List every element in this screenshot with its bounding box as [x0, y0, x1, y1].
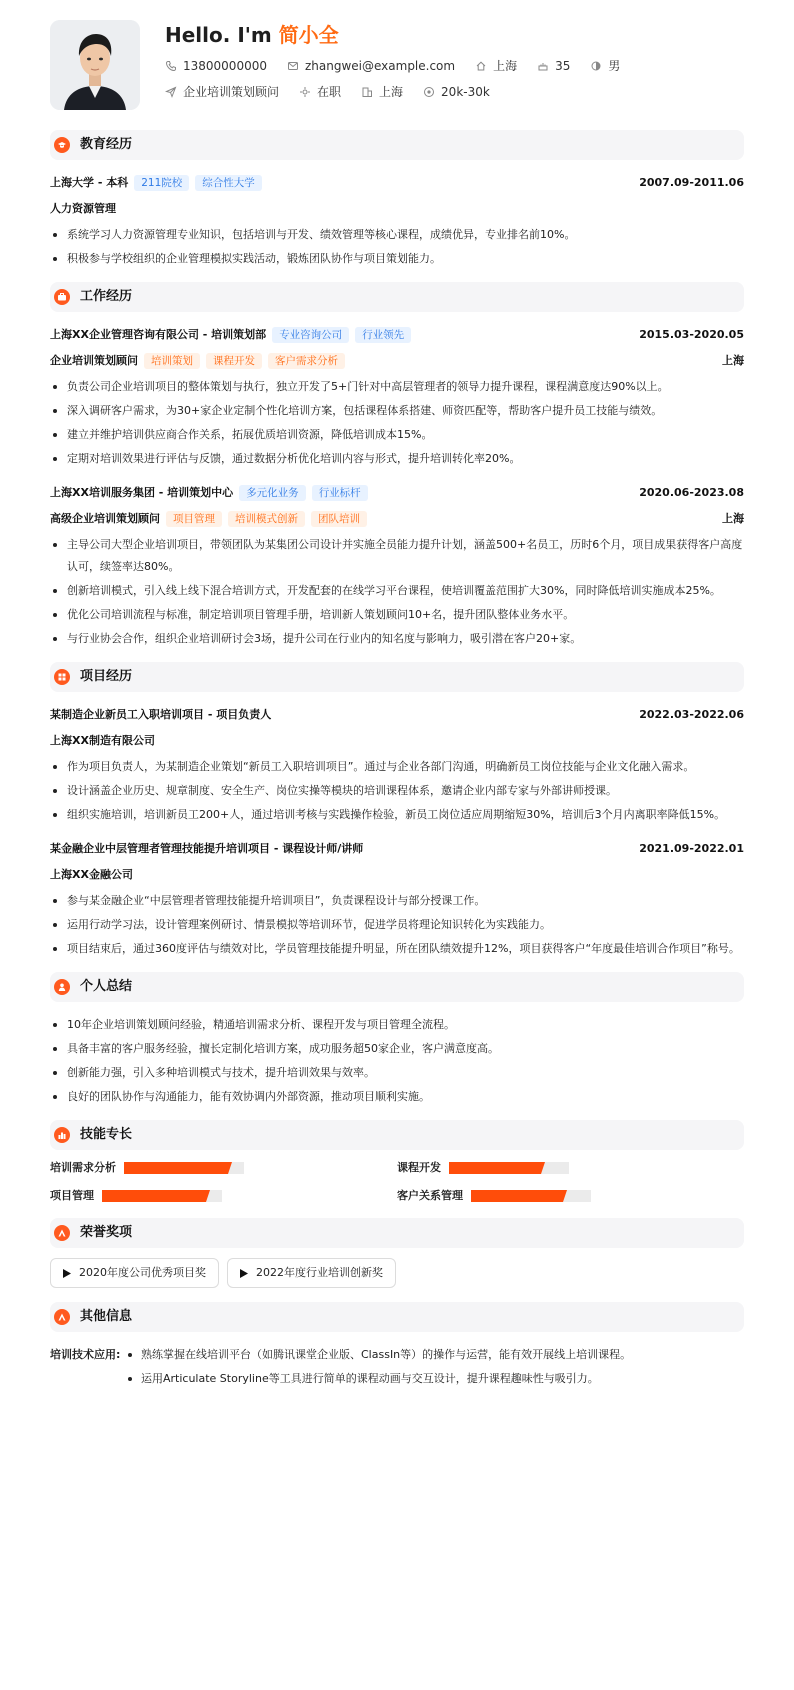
list-item: 负责公司企业培训项目的整体策划与执行，独立开发了5+门针对中高层管理者的领导力提升课程，课程满意度达90%以上。 [50, 376, 744, 398]
skill-item [397, 1186, 744, 1206]
role-title: 高级企业培训策划顾问 [50, 512, 160, 526]
award-chip [227, 1258, 396, 1288]
avatar-photo-icon [50, 20, 140, 110]
skills-section [50, 1120, 744, 1206]
tag: 综合性大学 [195, 175, 262, 191]
list-item: 主导公司大型企业培训项目，带领团队为某集团公司设计并实施全员能力提升计划，涵盖500+名员工，历时6个月，项目成果获得客户高度认可，续签率达80%。 [50, 534, 744, 578]
skill-tag: 项目管理 [166, 511, 222, 527]
briefcase-icon [54, 289, 70, 305]
skill-bar [471, 1190, 591, 1202]
section-header [50, 972, 744, 1002]
section-title: 荣誉奖项 [80, 1224, 133, 1240]
award-chip [50, 1258, 219, 1288]
phone-icon [165, 60, 177, 72]
tag: 行业标杆 [312, 485, 368, 501]
major: 人力资源管理 [50, 202, 116, 216]
summary-section [50, 972, 744, 1108]
email-info [287, 57, 455, 76]
award-icon [54, 1225, 70, 1241]
list-item: 组织实施培训，培训新员工200+人，通过培训考核与实践操作检验，新员工岗位适应周期缩短30%，培训后3个月内离职率降低15%。 [50, 804, 744, 826]
email-address[interactable]: zhangwei@example.com [304, 58, 456, 73]
tag: 多元化业务 [239, 485, 306, 501]
list-item: 10年企业培训策划顾问经验，精通培训需求分析、课程开发与项目管理全流程。 [50, 1014, 744, 1036]
other-info [50, 1344, 744, 1392]
list-item: 创新培训模式，引入线上线下混合培训方式，开发配套的在线学习平台课程，使培训覆盖范围扩大30%，同时降低培训实施成本25%。 [50, 580, 744, 602]
target-city-value: 上海 [379, 84, 404, 99]
date-range: 2015.03-2020.05 [639, 328, 744, 342]
awards-list [50, 1258, 744, 1288]
coin-icon [423, 86, 435, 98]
section-title: 教育经历 [80, 136, 133, 152]
list-item: 熟练掌握在线培训平台（如腾讯课堂企业版、ClassIn等）的操作与运营，能有效开展线上培训课程。 [124, 1344, 631, 1366]
play-icon [240, 1269, 248, 1278]
list-item: 定期对培训效果进行评估与反馈，通过数据分析优化培训内容与形式，提升培训转化率20%。 [50, 448, 744, 470]
section-header [50, 1302, 744, 1332]
list-item: 作为项目负责人，为某制造企业策划“新员工入职培训项目”。通过与企业各部门沟通，明确新员工岗位技能与企业文化融入需求。 [50, 756, 744, 778]
mail-icon [287, 60, 299, 72]
section-title: 工作经历 [80, 288, 133, 304]
role-title: 企业培训策划顾问 [50, 354, 138, 368]
skill-tag: 培训策划 [144, 353, 200, 369]
profile-header [50, 20, 744, 112]
date-range: 2007.09-2011.06 [639, 176, 744, 190]
list-item: 创新能力强，引入多种培训模式与技术，提升培训效果与效率。 [50, 1062, 744, 1084]
section-title: 个人总结 [80, 978, 133, 994]
projects-section [50, 662, 744, 960]
skill-level-fill [449, 1162, 545, 1174]
list-item: 运用行动学习法，设计管理案例研讨、情景模拟等培训环节，促进学员将理论知识转化为实践能力。 [50, 914, 744, 936]
work-section [50, 282, 744, 650]
info-icon [54, 1309, 70, 1325]
skill-level-fill [102, 1190, 210, 1202]
project-item [50, 704, 744, 826]
graduation-icon [54, 137, 70, 153]
skill-name: 项目管理 [50, 1189, 94, 1203]
skill-name: 客户关系管理 [397, 1189, 463, 1203]
date-range: 2022.03-2022.06 [639, 708, 744, 722]
page-title [165, 22, 640, 48]
contact-row [165, 56, 640, 76]
user-icon [54, 979, 70, 995]
company-title: 上海XX企业管理咨询有限公司 - 培训策划部 [50, 328, 267, 342]
skill-tag: 课程开发 [206, 353, 262, 369]
skill-bar [102, 1190, 222, 1202]
project-item [50, 838, 744, 960]
cake-icon [537, 60, 549, 72]
section-header [50, 282, 744, 312]
salary-info [423, 83, 490, 102]
list-item: 设计涵盖企业历史、规章制度、安全生产、岗位实操等模块的培训课程体系，邀请企业内部专家与外部讲师授课。 [50, 780, 744, 802]
bar-chart-icon [54, 1127, 70, 1143]
work-item [50, 482, 744, 650]
date-range: 2020.06-2023.08 [639, 486, 744, 500]
list-item: 具备丰富的客户服务经验，擅长定制化培训方案，成功服务超50家企业，客户满意度高。 [50, 1038, 744, 1060]
list-item: 系统学习人力资源管理专业知识，包括培训与开发、绩效管理等核心课程，成绩优异，专业排名前10%。 [50, 224, 744, 246]
list-item: 项目结束后，通过360度评估与绩效对比，学员管理技能提升明显，所在团队绩效提升12%，项目获得客户“年度最佳培训合作项目”称号。 [50, 938, 744, 960]
home-icon [475, 60, 487, 72]
status-icon [299, 86, 311, 98]
section-header [50, 130, 744, 160]
other-label: 培训技术应用: [50, 1348, 121, 1361]
company-title: 上海XX培训服务集团 - 培训策划中心 [50, 486, 234, 500]
salary-value: 20k-30k [441, 84, 490, 99]
age-info [537, 57, 570, 76]
school-title: 上海大学 - 本科 [50, 176, 129, 190]
job-info [165, 83, 279, 102]
gender-value: 男 [608, 58, 621, 73]
grid-icon [54, 669, 70, 685]
award-name: 2022年度行业培训创新奖 [256, 1266, 383, 1280]
section-title: 项目经历 [80, 668, 133, 684]
list-item: 参与某金融企业“中层管理者管理技能提升培训项目”，负责课程设计与部分授课工作。 [50, 890, 744, 912]
skill-level-fill [124, 1162, 232, 1174]
gender-icon [590, 60, 602, 72]
list-item: 运用Articulate Storyline等工具进行简单的课程动画与交互设计，提升课程趣味性与吸引力。 [124, 1368, 631, 1390]
send-icon [165, 86, 177, 98]
list-item: 与行业协会合作，组织企业培训研讨会3场，提升公司在行业内的知名度与影响力，吸引潜在客户20+家。 [50, 628, 744, 650]
city-value: 上海 [493, 58, 518, 73]
tag: 211院校 [134, 175, 189, 191]
target-city-info [361, 83, 403, 102]
location: 上海 [722, 354, 744, 368]
section-header [50, 1218, 744, 1248]
work-item [50, 324, 744, 470]
status-value: 在职 [317, 84, 342, 99]
list-item: 积极参与学校组织的企业管理模拟实践活动，锻炼团队协作与项目策划能力。 [50, 248, 744, 270]
gender-info [590, 57, 620, 76]
skill-bar [124, 1162, 244, 1174]
skills-grid [50, 1158, 744, 1206]
skill-item [397, 1158, 744, 1178]
job-row [165, 82, 640, 102]
project-title: 某制造企业新员工入职培训项目 - 项目负责人 [50, 708, 272, 722]
candidate-name: 简小全 [278, 23, 339, 47]
greeting-text: Hello. I'm [165, 23, 279, 47]
skill-tag: 团队培训 [311, 511, 367, 527]
section-header [50, 1120, 744, 1150]
play-icon [63, 1269, 71, 1278]
skill-item [50, 1186, 397, 1206]
tag: 行业领先 [355, 327, 411, 343]
tag: 专业咨询公司 [272, 327, 349, 343]
awards-section [50, 1218, 744, 1288]
skill-item [50, 1158, 397, 1178]
education-section [50, 130, 744, 270]
award-name: 2020年度公司优秀项目奖 [79, 1266, 206, 1280]
list-item: 深入调研客户需求，为30+家企业定制个性化培训方案，包括课程体系搭建、师资匹配等，帮助客户提升员工技能与绩效。 [50, 400, 744, 422]
list-item: 良好的团队协作与沟通能力，能有效协调内外部资源，推动项目顺利实施。 [50, 1086, 744, 1108]
building-icon [361, 86, 373, 98]
list-item: 建立并维护培训供应商合作关系，拓展优质培训资源，降低培训成本15%。 [50, 424, 744, 446]
skill-name: 培训需求分析 [50, 1161, 116, 1175]
avatar [50, 20, 140, 110]
status-info [299, 83, 341, 102]
education-item [50, 172, 744, 270]
phone-info [165, 57, 267, 76]
other-section [50, 1302, 744, 1392]
date-range: 2021.09-2022.01 [639, 842, 744, 856]
project-company: 上海XX制造有限公司 [50, 734, 155, 748]
phone-number: 13800000000 [183, 58, 267, 73]
project-title: 某金融企业中层管理者管理技能提升培训项目 - 课程设计师/讲师 [50, 842, 364, 856]
section-title: 技能专长 [80, 1126, 133, 1142]
skill-name: 课程开发 [397, 1161, 441, 1175]
city-info [475, 57, 517, 76]
section-header [50, 662, 744, 692]
job-title: 企业培训策划顾问 [183, 84, 280, 99]
list-item: 优化公司培训流程与标准，制定培训项目管理手册，培训新人策划顾问10+名，提升团队整体业务水平。 [50, 604, 744, 626]
skill-level-fill [471, 1190, 567, 1202]
skill-tag: 培训模式创新 [228, 511, 305, 527]
location: 上海 [722, 512, 744, 526]
skill-bar [449, 1162, 569, 1174]
project-company: 上海XX金融公司 [50, 868, 133, 882]
skill-tag: 客户需求分析 [268, 353, 345, 369]
section-title: 其他信息 [80, 1308, 133, 1324]
age-value: 35 [555, 58, 571, 73]
